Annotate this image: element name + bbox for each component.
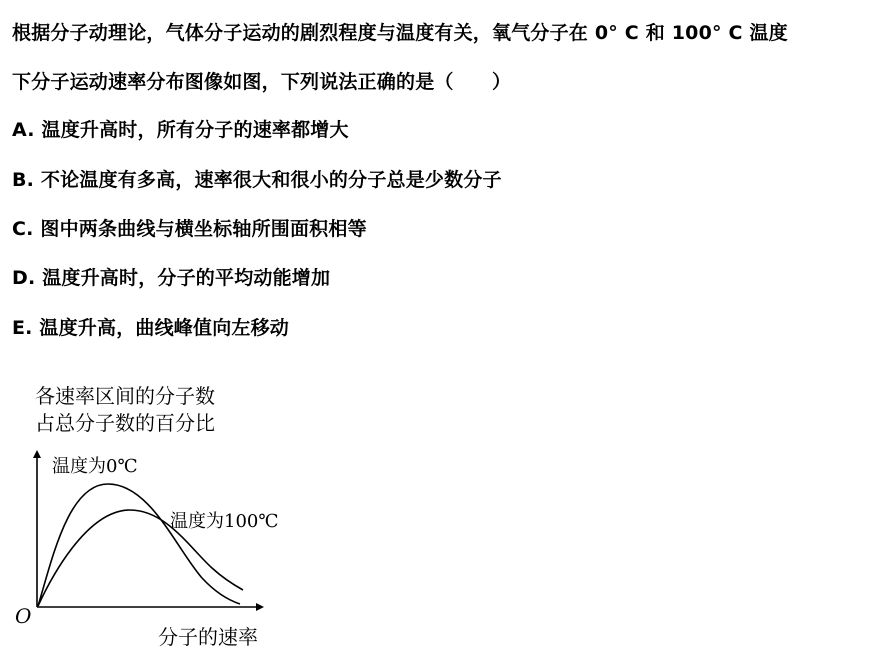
curve-0-label: 温度为0℃ (52, 456, 138, 477)
y-axis-label-line-1: 各速率区间的分子数 (35, 384, 215, 408)
question-stem-line-1: 根据分子动理论，气体分子运动的剧烈程度与温度有关，氧气分子在 0° C 和 100° C 温度 (12, 22, 788, 44)
curve-100-label: 温度为100℃ (170, 511, 279, 532)
y-axis-label-line-2: 占总分子数的百分比 (35, 411, 215, 435)
option-b: B. 不论温度有多高，速率很大和很小的分子总是少数分子 (12, 169, 502, 191)
option-e: E. 温度升高，曲线峰值向左移动 (12, 317, 290, 339)
option-c: C. 图中两条曲线与横坐标轴所围面积相等 (12, 218, 367, 240)
distribution-graph (0, 440, 300, 630)
option-d: D. 温度升高时，分子的平均动能增加 (12, 267, 331, 289)
question-stem-line-2: 下分子运动速率分布图像如图，下列说法正确的是（ ） (12, 71, 512, 93)
x-axis-label: 分子的速率 (158, 625, 258, 649)
origin-label: O (15, 604, 32, 628)
option-a: A. 温度升高时，所有分子的速率都增大 (12, 119, 349, 141)
curve-0-celsius (38, 484, 240, 606)
